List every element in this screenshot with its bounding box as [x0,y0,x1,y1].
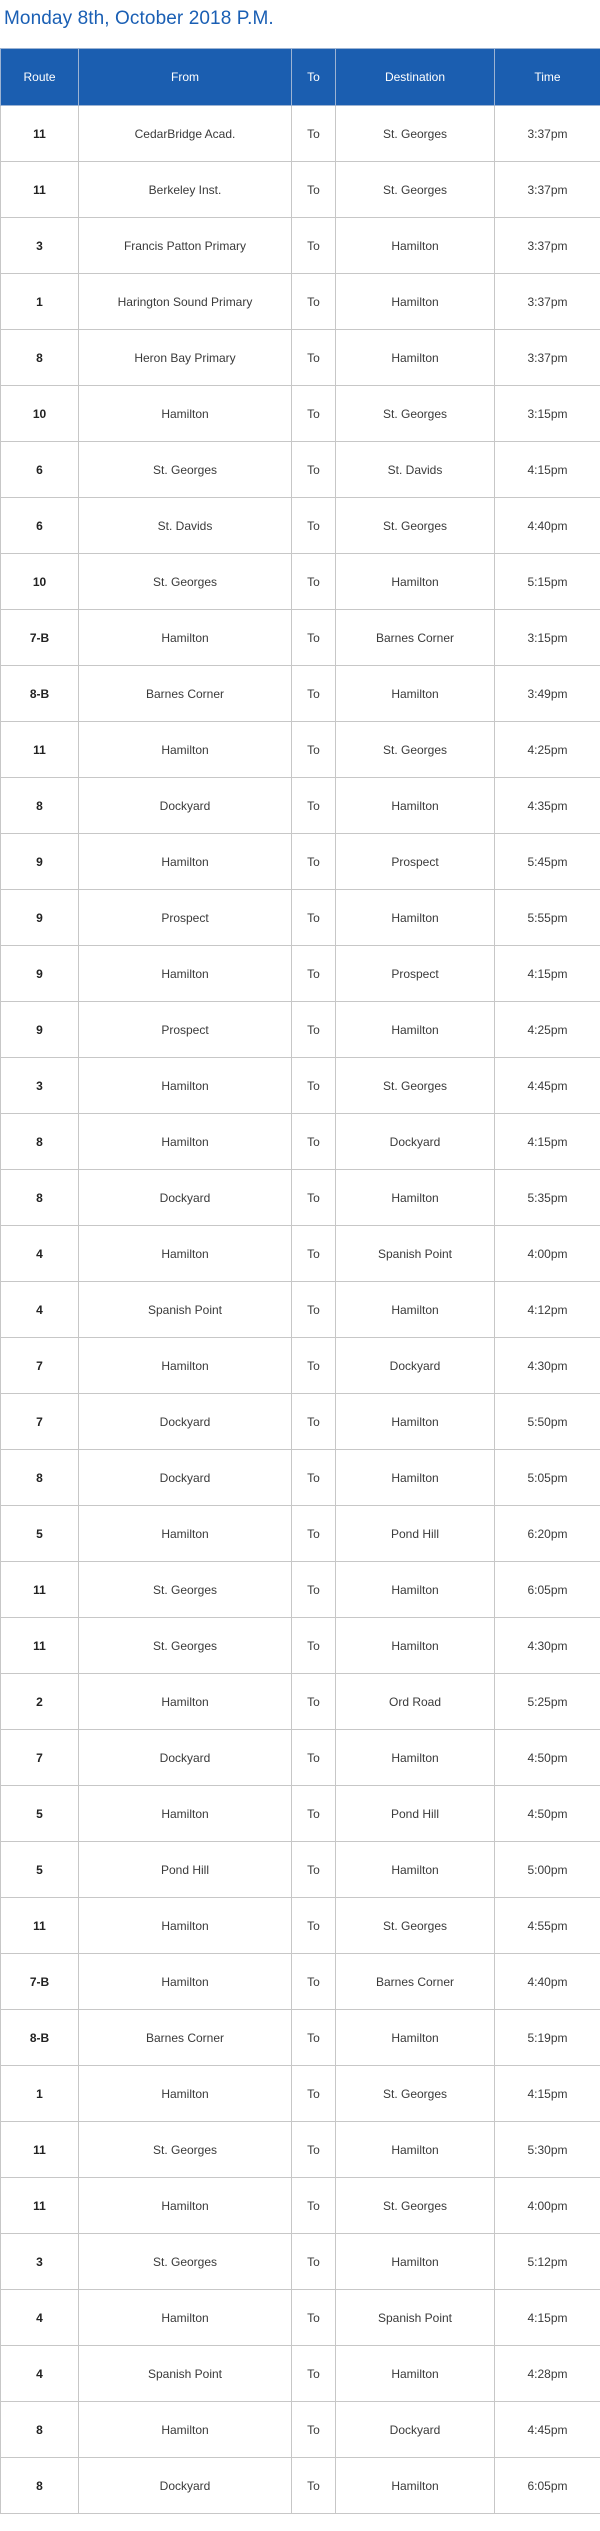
table-row [1,386,600,442]
from-cell: Francis Patton Primary [79,218,292,274]
route-cell: 4 [1,1282,79,1338]
to-cell: To [292,1226,336,1282]
table-row [1,1282,600,1338]
from-cell: Hamilton [79,1786,292,1842]
to-cell: To [292,386,336,442]
time-cell: 6:20pm [495,1506,600,1562]
from-cell: Hamilton [79,2290,292,2346]
time-cell: 4:28pm [495,2346,600,2402]
time-cell: 4:00pm [495,1226,600,1282]
table-row [1,2234,600,2290]
route-cell: 8 [1,1114,79,1170]
destination-cell: Prospect [336,834,495,890]
table-row [1,218,600,274]
time-cell: 4:15pm [495,946,600,1002]
time-cell: 5:12pm [495,2234,600,2290]
time-cell: 4:40pm [495,498,600,554]
table-row [1,834,600,890]
destination-cell: St. Georges [336,162,495,218]
table-row [1,1114,600,1170]
destination-cell: Hamilton [336,2346,495,2402]
from-cell: Hamilton [79,2066,292,2122]
route-cell: 11 [1,162,79,218]
table-row [1,1730,600,1786]
route-cell: 8 [1,2458,79,2514]
route-cell: 8 [1,1170,79,1226]
route-cell: 11 [1,722,79,778]
time-cell: 4:55pm [495,1898,600,1954]
time-cell: 3:37pm [495,330,600,386]
destination-cell: Hamilton [336,1450,495,1506]
time-cell: 4:50pm [495,1786,600,1842]
route-cell: 9 [1,834,79,890]
column-header-to: To [292,49,336,106]
destination-cell: Hamilton [336,2234,495,2290]
time-cell: 5:55pm [495,890,600,946]
destination-cell: Prospect [336,946,495,1002]
from-cell: Hamilton [79,1898,292,1954]
destination-cell: Hamilton [336,274,495,330]
to-cell: To [292,2402,336,2458]
from-cell: Hamilton [79,1114,292,1170]
table-row [1,2346,600,2402]
from-cell: St. Georges [79,442,292,498]
column-header-from: From [79,49,292,106]
from-cell: Dockyard [79,1730,292,1786]
destination-cell: Hamilton [336,1282,495,1338]
route-cell: 6 [1,442,79,498]
to-cell: To [292,1114,336,1170]
from-cell: Hamilton [79,946,292,1002]
route-cell: 5 [1,1842,79,1898]
from-cell: St. Georges [79,2122,292,2178]
to-cell: To [292,498,336,554]
route-cell: 9 [1,946,79,1002]
table-row [1,1450,600,1506]
route-cell: 4 [1,2290,79,2346]
from-cell: Hamilton [79,2402,292,2458]
time-cell: 4:30pm [495,1618,600,1674]
table-row [1,442,600,498]
destination-cell: Hamilton [336,778,495,834]
destination-cell: Hamilton [336,1730,495,1786]
table-row [1,2458,600,2514]
to-cell: To [292,1002,336,1058]
route-cell: 10 [1,554,79,610]
to-cell: To [292,330,336,386]
to-cell: To [292,162,336,218]
from-cell: Hamilton [79,2178,292,2234]
destination-cell: Pond Hill [336,1506,495,1562]
time-cell: 5:00pm [495,1842,600,1898]
route-cell: 8 [1,1450,79,1506]
route-cell: 3 [1,1058,79,1114]
time-cell: 6:05pm [495,2458,600,2514]
to-cell: To [292,946,336,1002]
time-cell: 4:15pm [495,442,600,498]
from-cell: Prospect [79,1002,292,1058]
from-cell: Hamilton [79,834,292,890]
route-cell: 11 [1,1562,79,1618]
to-cell: To [292,1506,336,1562]
destination-cell: Hamilton [336,890,495,946]
table-row [1,2010,600,2066]
to-cell: To [292,1674,336,1730]
route-cell: 11 [1,2178,79,2234]
time-cell: 4:00pm [495,2178,600,2234]
destination-cell: St. Georges [336,386,495,442]
destination-cell: Hamilton [336,1842,495,1898]
from-cell: Hamilton [79,1506,292,1562]
time-cell: 4:40pm [495,1954,600,2010]
to-cell: To [292,2234,336,2290]
route-cell: 9 [1,1002,79,1058]
to-cell: To [292,778,336,834]
from-cell: Hamilton [79,1674,292,1730]
table-row [1,610,600,666]
to-cell: To [292,1394,336,1450]
from-cell: Harington Sound Primary [79,274,292,330]
route-cell: 6 [1,498,79,554]
time-cell: 5:35pm [495,1170,600,1226]
destination-cell: Dockyard [336,1114,495,1170]
route-cell: 9 [1,890,79,946]
route-cell: 4 [1,1226,79,1282]
destination-cell: Spanish Point [336,1226,495,1282]
destination-cell: Dockyard [336,2402,495,2458]
table-row [1,2122,600,2178]
time-cell: 5:15pm [495,554,600,610]
table-row [1,1786,600,1842]
route-cell: 11 [1,1618,79,1674]
time-cell: 5:30pm [495,2122,600,2178]
table-row [1,1562,600,1618]
from-cell: St. Georges [79,1562,292,1618]
table-row [1,162,600,218]
from-cell: Hamilton [79,386,292,442]
route-cell: 8 [1,778,79,834]
route-cell: 4 [1,2346,79,2402]
table-row [1,1058,600,1114]
to-cell: To [292,1562,336,1618]
table-body [1,106,600,2514]
table-row [1,498,600,554]
time-cell: 4:35pm [495,778,600,834]
page-title: Monday 8th, October 2018 P.M. [4,8,274,29]
to-cell: To [292,890,336,946]
table-row [1,1338,600,1394]
table-row [1,330,600,386]
time-cell: 3:49pm [495,666,600,722]
from-cell: St. Georges [79,2234,292,2290]
route-cell: 11 [1,2122,79,2178]
header-row [1,49,600,106]
to-cell: To [292,1730,336,1786]
from-cell: Dockyard [79,1450,292,1506]
route-cell: 7 [1,1338,79,1394]
from-cell: Hamilton [79,1226,292,1282]
destination-cell: St. Georges [336,722,495,778]
destination-cell: Barnes Corner [336,1954,495,2010]
from-cell: Prospect [79,890,292,946]
column-header-destination: Destination [336,49,495,106]
destination-cell: Pond Hill [336,1786,495,1842]
route-cell: 8 [1,330,79,386]
route-cell: 7 [1,1394,79,1450]
from-cell: CedarBridge Acad. [79,106,292,162]
destination-cell: Ord Road [336,1674,495,1730]
from-cell: Hamilton [79,1058,292,1114]
time-cell: 4:25pm [495,722,600,778]
column-header-time: Time [495,49,600,106]
destination-cell: Hamilton [336,330,495,386]
to-cell: To [292,1898,336,1954]
route-cell: 11 [1,1898,79,1954]
to-cell: To [292,722,336,778]
from-cell: Dockyard [79,778,292,834]
from-cell: Barnes Corner [79,666,292,722]
table-row [1,274,600,330]
to-cell: To [292,218,336,274]
to-cell: To [292,1170,336,1226]
from-cell: St. Georges [79,1618,292,1674]
route-cell: 1 [1,2066,79,2122]
to-cell: To [292,2458,336,2514]
from-cell: Hamilton [79,722,292,778]
time-cell: 4:15pm [495,2290,600,2346]
time-cell: 5:50pm [495,1394,600,1450]
table-header [1,49,600,106]
from-cell: Hamilton [79,1954,292,2010]
destination-cell: St. Georges [336,1058,495,1114]
route-cell: 5 [1,1506,79,1562]
time-cell: 3:15pm [495,610,600,666]
table-row [1,946,600,1002]
time-cell: 3:37pm [495,162,600,218]
from-cell: Spanish Point [79,1282,292,1338]
to-cell: To [292,834,336,890]
time-cell: 4:30pm [495,1338,600,1394]
to-cell: To [292,2010,336,2066]
to-cell: To [292,2346,336,2402]
time-cell: 3:15pm [495,386,600,442]
table-row [1,1954,600,2010]
destination-cell: Dockyard [336,1338,495,1394]
table-row [1,1394,600,1450]
from-cell: Barnes Corner [79,2010,292,2066]
table-row [1,722,600,778]
table-row [1,1674,600,1730]
from-cell: Hamilton [79,610,292,666]
destination-cell: Hamilton [336,1170,495,1226]
route-cell: 7 [1,1730,79,1786]
table-row [1,1506,600,1562]
route-cell: 1 [1,274,79,330]
time-cell: 4:50pm [495,1730,600,1786]
destination-cell: Spanish Point [336,2290,495,2346]
destination-cell: Hamilton [336,1002,495,1058]
route-cell: 3 [1,2234,79,2290]
time-cell: 5:05pm [495,1450,600,1506]
table-row [1,554,600,610]
table-row [1,890,600,946]
destination-cell: Hamilton [336,1618,495,1674]
to-cell: To [292,1282,336,1338]
table-row [1,778,600,834]
table-row [1,666,600,722]
time-cell: 3:37pm [495,106,600,162]
from-cell: St. Davids [79,498,292,554]
route-cell: 10 [1,386,79,442]
to-cell: To [292,610,336,666]
table-row [1,106,600,162]
bus-schedule-table [0,48,600,2514]
destination-cell: St. Georges [336,106,495,162]
table-row [1,1002,600,1058]
to-cell: To [292,1842,336,1898]
to-cell: To [292,106,336,162]
time-cell: 3:37pm [495,218,600,274]
destination-cell: Hamilton [336,1562,495,1618]
from-cell: Dockyard [79,1394,292,1450]
route-cell: 8-B [1,666,79,722]
time-cell: 5:25pm [495,1674,600,1730]
destination-cell: St. Georges [336,1898,495,1954]
time-cell: 4:25pm [495,1002,600,1058]
table-row [1,1226,600,1282]
time-cell: 6:05pm [495,1562,600,1618]
time-cell: 5:45pm [495,834,600,890]
to-cell: To [292,1338,336,1394]
destination-cell: St. Davids [336,442,495,498]
time-cell: 4:45pm [495,1058,600,1114]
to-cell: To [292,1450,336,1506]
time-cell: 4:15pm [495,2066,600,2122]
from-cell: Dockyard [79,1170,292,1226]
time-cell: 4:15pm [495,1114,600,1170]
destination-cell: Hamilton [336,1394,495,1450]
time-cell: 4:12pm [495,1282,600,1338]
to-cell: To [292,2122,336,2178]
destination-cell: Hamilton [336,2010,495,2066]
time-cell: 4:45pm [495,2402,600,2458]
destination-cell: Hamilton [336,2458,495,2514]
destination-cell: Hamilton [336,666,495,722]
time-cell: 3:37pm [495,274,600,330]
to-cell: To [292,1618,336,1674]
to-cell: To [292,2066,336,2122]
destination-cell: St. Georges [336,498,495,554]
table-row [1,1170,600,1226]
to-cell: To [292,1786,336,1842]
to-cell: To [292,2290,336,2346]
from-cell: Berkeley Inst. [79,162,292,218]
destination-cell: St. Georges [336,2178,495,2234]
destination-cell: Hamilton [336,554,495,610]
route-cell: 3 [1,218,79,274]
destination-cell: Barnes Corner [336,610,495,666]
from-cell: Heron Bay Primary [79,330,292,386]
from-cell: Hamilton [79,1338,292,1394]
to-cell: To [292,2178,336,2234]
route-cell: 11 [1,106,79,162]
table-row [1,2290,600,2346]
destination-cell: Hamilton [336,2122,495,2178]
table-row [1,2178,600,2234]
route-cell: 7-B [1,1954,79,2010]
from-cell: Dockyard [79,2458,292,2514]
table-row [1,1898,600,1954]
route-cell: 8-B [1,2010,79,2066]
from-cell: St. Georges [79,554,292,610]
destination-cell: St. Georges [336,2066,495,2122]
table-row [1,1618,600,1674]
to-cell: To [292,1954,336,2010]
to-cell: To [292,1058,336,1114]
to-cell: To [292,274,336,330]
destination-cell: Hamilton [336,218,495,274]
column-header-route: Route [1,49,79,106]
from-cell: Spanish Point [79,2346,292,2402]
to-cell: To [292,554,336,610]
to-cell: To [292,666,336,722]
time-cell: 5:19pm [495,2010,600,2066]
route-cell: 7-B [1,610,79,666]
route-cell: 8 [1,2402,79,2458]
table-row [1,1842,600,1898]
route-cell: 2 [1,1674,79,1730]
from-cell: Pond Hill [79,1842,292,1898]
to-cell: To [292,442,336,498]
table-row [1,2402,600,2458]
table-row [1,2066,600,2122]
route-cell: 5 [1,1786,79,1842]
